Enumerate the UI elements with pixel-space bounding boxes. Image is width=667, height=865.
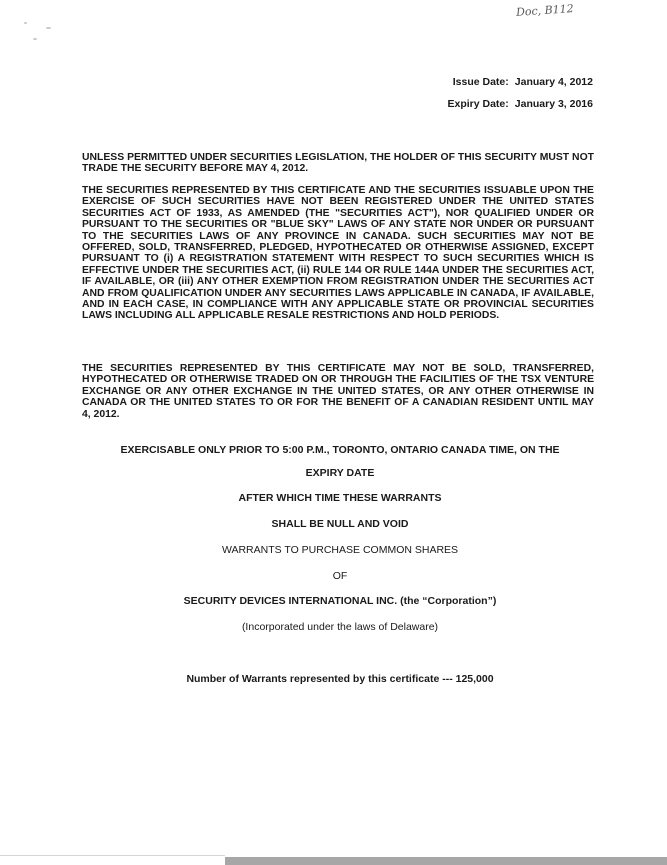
warrant-count-line: Number of Warrants represented by this certificate --- 125,000: [186, 673, 494, 685]
scan-edge-line: [0, 855, 225, 856]
scan-speck: [46, 27, 51, 29]
expiry-date-value: January 3, 2016: [514, 98, 593, 110]
date-block: [447, 76, 593, 120]
expiry-date-label: Expiry Date:: [447, 98, 509, 110]
of-line: OF: [332, 570, 348, 582]
incorporation-line: (Incorporated under the laws of Delaware): [241, 621, 439, 633]
issue-date-line: [447, 76, 593, 88]
exercisable-line: EXERCISABLE ONLY PRIOR TO 5:00 P.M., TORONTO, ONTARIO CANADA TIME, ON THE: [120, 444, 560, 456]
expiry-date-heading: EXPIRY DATE: [305, 467, 375, 479]
handwritten-note: Doc, B112: [515, 2, 575, 19]
warrants-heading: WARRANTS TO PURCHASE COMMON SHARES: [221, 544, 459, 556]
issue-date-value: January 4, 2012: [514, 76, 593, 88]
issue-date-label: Issue Date:: [452, 76, 509, 88]
expiry-date-line: [447, 98, 593, 110]
scan-edge-bar: [225, 857, 667, 865]
company-name: SECURITY DEVICES INTERNATIONAL INC. (the “Corporation”): [183, 595, 497, 607]
scan-speck: [33, 38, 37, 40]
legend-trading-restriction: UNLESS PERMITTED UNDER SECURITIES LEGISLATION, THE HOLDER OF THIS SECURITY MUST NOT TRADE THE SECURITY BEFORE MAY 4, 2012.: [82, 152, 594, 175]
legend-tsx-venture: THE SECURITIES REPRESENTED BY THIS CERTIFICATE MAY NOT BE SOLD, TRANSFERRED, HYPOTHECATED OR OTHERWISE TRADED ON OR THROUGH THE FACILITIES OF THE TSX VENTURE EXCHANGE OR ANY OTHER EXCHANGE IN THE UNITED STATES, OR ANY OTHER OTHERWISE IN CANADA OR THE UNITED STATES TO OR FOR THE BENEFIT OF A CANADIAN RESIDENT UNTIL MAY 4, 2012.: [82, 363, 594, 420]
null-void-line: SHALL BE NULL AND VOID: [271, 518, 409, 530]
legend-securities-act: THE SECURITIES REPRESENTED BY THIS CERTIFICATE AND THE SECURITIES ISSUABLE UPON THE EXERCISE OF SUCH SECURITIES HAVE NOT BEEN REGISTERED UNDER THE UNITED STATES SECURITIES ACT OF 1933, AS AMENDED (THE "SECURITIES ACT"), NOR QUALIFIED UNDER OR PURSUANT TO THE SECURITIES OR "BLUE SKY" LAWS OF ANY STATE NOR UNDER OR PURSUANT TO THE SECURITIES LAWS OF ANY PROVINCE IN CANADA. SUCH SECURITIES MAY NOT BE OFFERED, SOLD, TRANSFERRED, PLEDGED, HYPOTHECATED OR OTHERWISE ASSIGNED, EXCEPT PURSUANT TO (i) A REGISTRATION STATEMENT WITH RESPECT TO SUCH SECURITIES WHICH IS EFFECTIVE UNDER THE SECURITIES ACT, (ii) RULE 144 OR RULE 144A UNDER THE SECURITIES ACT, IF AVAILABLE, OR (iii) ANY OTHER EXEMPTION FROM REGISTRATION UNDER THE SECURITIES ACT AND FROM QUALIFICATION UNDER ANY SECURITIES LAWS APPLICABLE IN CANADA, IF AVAILABLE, AND IN EACH CASE, IN COMPLIANCE WITH ANY APPLICABLE STATE OR PROVINCIAL SECURITIES LAWS INCLUDING ALL APPLICABLE RESALE RESTRICTIONS AND HOLD PERIODS.: [82, 185, 594, 322]
scan-speck: [24, 22, 27, 24]
after-which-line: AFTER WHICH TIME THESE WARRANTS: [238, 492, 442, 504]
